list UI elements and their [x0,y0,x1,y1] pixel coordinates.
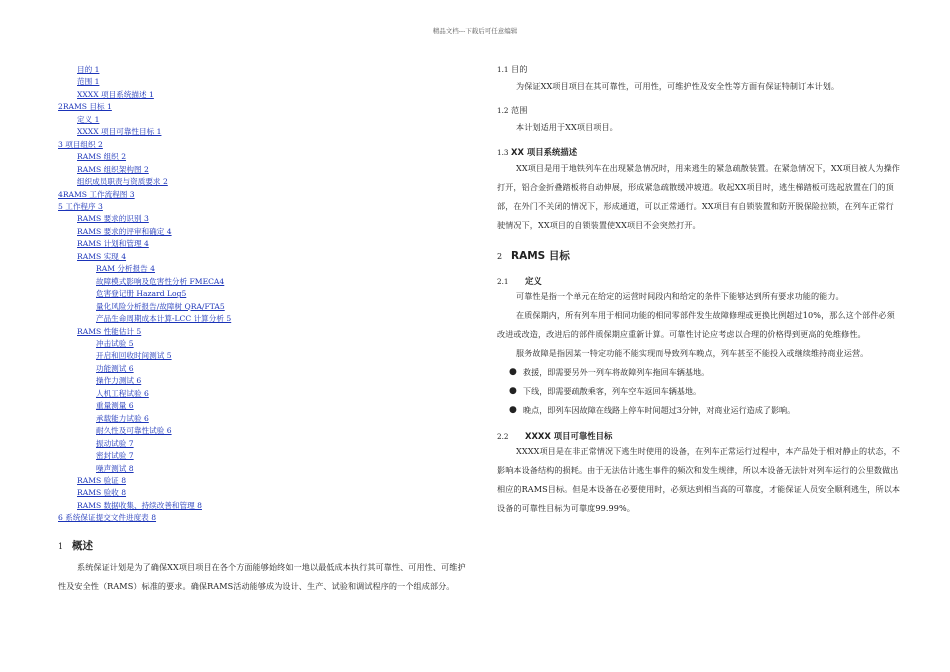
section-title: XX 项目系统描述 [511,147,578,157]
toc-link[interactable]: RAMS 计划和管理 4 [77,239,149,249]
toc-link[interactable]: RAMS 组织架构图 2 [77,164,149,174]
purpose-paragraph: 为保证XX项目项目在其可靠性，可用性，可维护性及安全性等方面有保证特制订本计划。 [516,81,840,91]
toc-link[interactable]: XXXX 项目可靠性目标 1 [77,127,162,137]
section-number: 1 [58,541,64,551]
definition-paragraph-3: 服务故障是指因某一特定功能不能实现而导致列车晚点，列车甚至不能投入或继续维持商业运营。 [516,348,869,358]
section-2-heading [497,248,902,263]
toc-link[interactable]: 6 系统保证提交文件进度表 8 [58,513,157,523]
definition-paragraph-2: 在质保期内，所有列车用于相同功能的相同零部件发生故障修理或更换比例超过10%，那么这个部件必须改进或改造，改进后的部件质保期应重新计算。可靠性讨论应考虑以合理的价格得到更高的免维修性。 [497,310,895,339]
toc-link[interactable]: 定义 1 [77,114,100,124]
section-number: 1.3 [497,148,509,157]
toc-link[interactable]: 振动试验 7 [96,438,134,448]
toc-link[interactable]: 人机工程试验 6 [96,388,149,398]
toc-link[interactable]: RAMS 验收 8 [77,488,127,498]
overview-paragraph: 系统保证计划是为了确保XX项目项目在各个方面能够始终如一地以最低成本执行其可靠性、可用性、可维护性及安全性（RAMS）标准的要求。确保RAMS活动能够成为设计、生产、试验和调试程序的一个组成部分。 [58,561,466,591]
toc-link[interactable]: 功能测试 6 [96,363,134,373]
section-2-2-heading [497,430,902,442]
toc-link[interactable]: 冲击试验 5 [96,338,134,348]
toc-link[interactable]: 量化风险分析报告/故障树 QRA/FTA5 [96,301,225,311]
section-1-3-heading [497,146,902,158]
toc-link[interactable]: 操作力测试 6 [96,376,142,386]
bullet-icon: ● [509,405,517,415]
definition-paragraph-1: 可靠性是指一个单元在给定的运营时间段内和给定的条件下能够达到所有要求功能的能力。 [516,291,844,301]
section-title: 概述 [72,539,93,552]
toc-link[interactable]: 产品生命周期成本计算-LCC 计算分析 5 [96,314,232,324]
section-title: 定义 [525,276,542,286]
bullet-icon: ● [509,367,517,377]
list-item-text: 晚点，即列车因故障在线路上停车时间超过3分钟，对商业运行造成了影响。 [523,405,796,415]
toc-link[interactable]: 4RAMS 工作流程图 3 [58,189,135,199]
toc-link[interactable]: RAMS 性能估计 5 [77,326,142,336]
toc-link[interactable]: RAMS 验证 8 [77,475,127,485]
toc-link[interactable]: RAMS 数据收集、持续改善和管理 8 [77,500,202,510]
reliability-target-paragraph: XXXX项目是在非正常情况下逃生时使用的设备，在列车正常运行过程中，本产品处于相对静止的状态，不影响本设备结构的损耗。由于无法估计逃生事件的频次和发生规律，所以本设备无法针对列车运行的公里数做出相应的RAMS目标。但是本设备在必要使用时，必须达到相当高的可靠度，才能保证人员安全顺利逃生，所以本设备的可靠性目标为可靠度99.99%。 [497,446,901,513]
toc-link[interactable]: 承载能力试验 6 [96,413,149,423]
section-number: 2.2 [497,432,509,441]
section-2-1-heading [497,275,902,287]
section-number: 1.1 [497,65,509,74]
section-title: 目的 [511,64,528,74]
toc-link[interactable]: 3 项目组织 2 [58,139,103,149]
system-description-paragraph: XX项目是用于地铁列车在出现紧急情况时，用来逃生的紧急疏散装置。在紧急情况下，XX项目被人为操作打开，铝合金折叠踏板将自动伸展，形成紧急疏散缓冲坡道。收起XX项目时，逃生梯踏板可选起放置在门的顶部，在外门不关闭的情况下，形成通道，可以正常通行。XX项目有自锁装置和防开脱保险拉锁，在列车正常行驶情况下，XX项目的自锁装置使XX项目不会突然打开。 [497,163,900,230]
toc-link[interactable]: RAMS 要求的评审和确定 4 [77,226,172,236]
section-number: 1.2 [497,106,509,115]
section-1-1-heading [497,64,902,75]
list-item-text: 救援，即需要另外一列车将故障列车拖回车辆基地。 [523,367,710,377]
toc-link[interactable]: RAMS 组织 2 [77,152,127,162]
toc-link[interactable]: 目的 1 [77,65,100,74]
section-title: 范围 [511,105,528,115]
toc-link[interactable]: 5 工作程序 3 [58,201,103,211]
toc-link[interactable]: XXXX 项目系统描述 1 [77,89,154,99]
table-of-contents [58,64,468,525]
toc-link[interactable]: 重量测量 6 [96,401,134,411]
right-column [497,64,902,518]
list-item [497,363,902,382]
left-column [58,64,468,596]
toc-link[interactable]: 危害登记册 Hazard Log5 [96,289,187,299]
section-number: 2.1 [497,277,509,286]
section-1-2-heading [497,105,902,116]
list-item [497,401,902,420]
toc-link[interactable]: RAMS 要求的识别 3 [77,214,149,224]
section-title: XXXX 项目可靠性目标 [525,431,613,441]
page-header: 精品文档---下载后可任意编辑 [432,27,518,35]
scope-paragraph: 本计划适用于XX项目项目。 [516,122,618,132]
section-number: 2 [497,252,503,261]
toc-link[interactable]: 噪声测试 8 [96,463,134,473]
toc-link[interactable]: 开启和回收时间测试 5 [96,351,172,361]
toc-link[interactable]: 2RAMS 目标 1 [58,102,112,112]
toc-link[interactable]: RAMS 实现 4 [77,251,127,261]
toc-link[interactable]: 组织成员职责与资质要求 2 [77,177,168,187]
toc-link[interactable]: 故障模式影响及危害性分析 FMECA4 [96,276,225,286]
section-title: RAMS 目标 [511,250,570,262]
toc-link[interactable]: 耐久性及可靠性试验 6 [96,426,172,436]
section-1-heading [58,538,468,553]
list-item-text: 下线，即需要疏散乘客，列车空车返回车辆基地。 [523,386,702,396]
toc-link[interactable]: RAM 分析报告 4 [96,264,156,274]
toc-link[interactable]: 密封试验 7 [96,451,134,461]
toc-link[interactable]: 范围 1 [77,77,100,87]
list-item [497,382,902,401]
bullet-icon: ● [509,386,517,396]
